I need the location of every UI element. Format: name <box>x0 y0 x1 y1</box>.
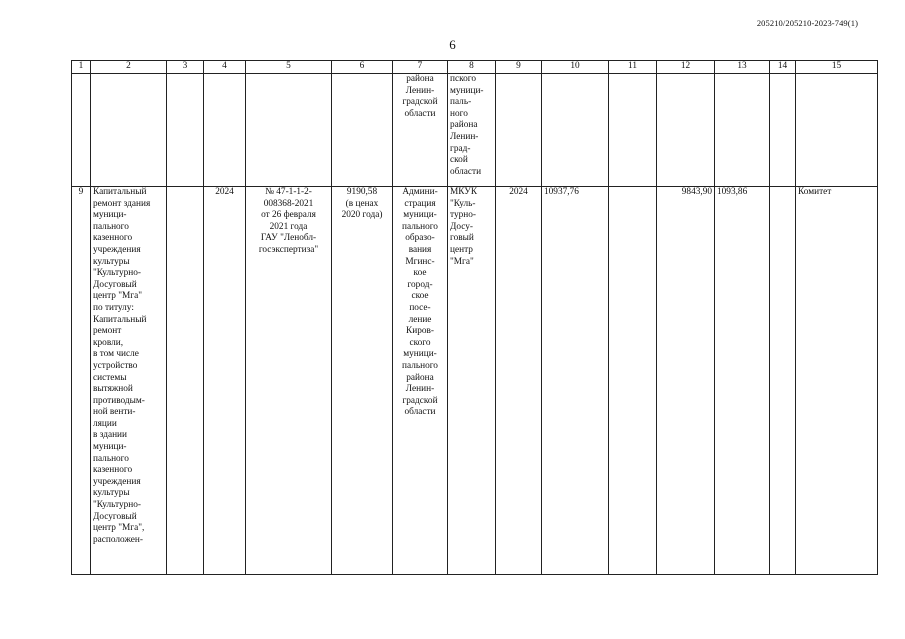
expertise-cell: № 47-1-1-2- 008368-2021 от 26 февраля 2021 года ГАУ "Ленобл- госэкспертиза" <box>246 187 332 575</box>
header-cell: 11 <box>609 61 657 74</box>
developer-cell-continued: пского муници- паль- ного района Ленин- град- ской области <box>448 74 496 187</box>
total-cell: 10937,76 <box>542 187 609 575</box>
header-cell: 3 <box>167 61 204 74</box>
register-table <box>71 60 878 575</box>
year2-cell: 2024 <box>496 187 542 575</box>
header-cell: 7 <box>393 61 448 74</box>
header-cell: 15 <box>796 61 878 74</box>
header-cell: 6 <box>332 61 393 74</box>
header-cell: 12 <box>657 61 715 74</box>
continuation-row <box>72 74 878 187</box>
cost-cell: 9190,58 (в ценах 2020 года) <box>332 187 393 575</box>
col15-cell: Комитет <box>796 187 878 575</box>
header-cell: 10 <box>542 61 609 74</box>
developer-cell: МКУК "Куль- турно- Досу- говый центр "Мга" <box>448 187 496 575</box>
header-cell: 2 <box>91 61 167 74</box>
col13-cell: 1093,86 <box>715 187 770 575</box>
header-cell: 5 <box>246 61 332 74</box>
row-number: 9 <box>72 187 91 575</box>
customer-cell-continued: района Ленин- градской области <box>393 74 448 187</box>
col12-cell: 9843,90 <box>657 187 715 575</box>
customer-cell: Админи- страция муници- пального образо- вания Мгинс- кое город- ское посе- ление Киров- ского муници- пального района Ленин- градской области <box>393 187 448 575</box>
header-cell: 4 <box>204 61 246 74</box>
header-cell: 14 <box>770 61 796 74</box>
document-id: 205210/205210-2023-749(1) <box>756 18 858 28</box>
table-row <box>72 187 878 575</box>
header-cell: 9 <box>496 61 542 74</box>
page-number: 6 <box>449 37 456 52</box>
header-cell: 13 <box>715 61 770 74</box>
header-row <box>72 61 878 74</box>
year-cell: 2024 <box>204 187 246 575</box>
object-name-cell: Капитальный ремонт здания муници- пального казенного учреждения культуры "Культурно- Досуговый центр "Мга" по титулу: Капитальный ремонт кровли, в том числе устройство системы вытяжной противодым- ной венти- ляции в здании муници- пального казенного учреждения культуры "Культурно- Досуговый центр "Мга", расположен- <box>91 187 167 575</box>
header-cell: 1 <box>72 61 91 74</box>
header-cell: 8 <box>448 61 496 74</box>
